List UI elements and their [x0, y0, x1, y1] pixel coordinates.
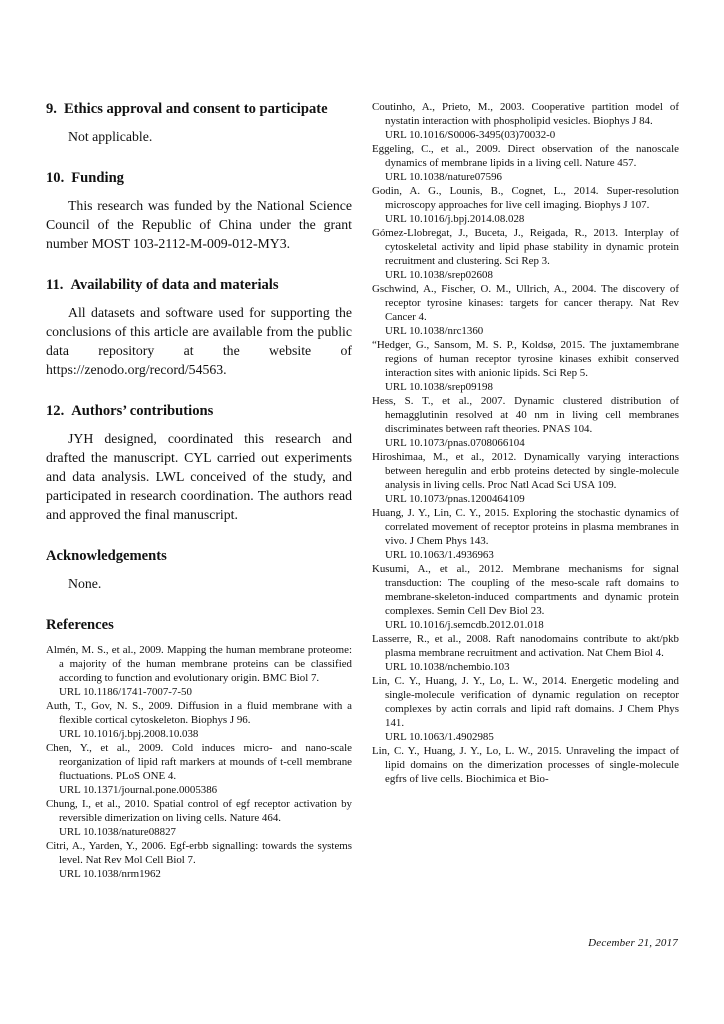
reference-url: URL 10.1038/nature07596	[385, 171, 502, 183]
reference-item: Kusumi, A., et al., 2012. Membrane mechanisms for signal transduction: The coupling of the meso-scale raft domains to membrane-skeleton-induced compartments and dynamic protein complexes. Semin Cell Dev Biol 23. URL 10.1016/j.semcdb.2012.01.018	[372, 563, 679, 631]
reference-url: URL 10.1016/S0006-3495(03)70032-0	[385, 129, 556, 141]
reference-url: URL 10.1038/nature08827	[59, 826, 176, 838]
section-body: Not applicable.	[68, 129, 153, 144]
reference-url: URL 10.1038/nrm1962	[59, 868, 161, 880]
reference-item: Citri, A., Yarden, Y., 2006. Egf-erbb signalling: towards the systems level. Nat Rev Mol Cell Biol 7. URL 10.1038/nrm1962	[46, 840, 352, 880]
reference-item: Auth, T., Gov, N. S., 2009. Diffusion in a fluid membrane with a flexible cortical cytoskeleton. Biophys J 96. URL 10.1016/j.bpj.2008.10.038	[46, 700, 352, 740]
left-column	[46, 100, 352, 881]
right-column	[372, 100, 679, 786]
reference-item: “Hedger, G., Sansom, M. S. P., Koldsø, 2015. The juxtamembrane regions of human receptor tyrosine kinases exhibit conserved interaction sites with anionic lipids. Sci Rep 5. URL 10.1038/srep09198	[372, 339, 679, 393]
reference-item: Chung, I., et al., 2010. Spatial control of egf receptor activation by reversible dimerization on living cells. Nature 464. URL 10.1038/nature08827	[46, 798, 352, 838]
reference-url: URL 10.1016/j.bpj.2014.08.028	[385, 213, 525, 225]
reference-url: URL 10.1038/srep09198	[385, 381, 493, 393]
reference-item: Hiroshimaa, M., et al., 2012. Dynamically varying interactions between heregulin and erbb proteins detected by single-molecule analysis in living cells. Proc Natl Acad Sci USA 109. URL 10.1073/pnas.1200464109	[372, 451, 679, 505]
reference-url: URL 10.1063/1.4902985	[385, 731, 494, 743]
section-body: JYH designed, coordinated this research and drafted the manuscript. CYL carried out experiments and data analysis. LWL conceived of the study, and participated in research coordination. The authors read and approved the final manuscript.	[46, 431, 352, 522]
reference-url: URL 10.1186/1741-7007-7-50	[59, 686, 192, 698]
footer-date: December 21, 2017	[588, 937, 678, 949]
reference-url: URL 10.1038/srep02608	[385, 269, 493, 281]
section-body: None.	[68, 576, 102, 591]
section-heading: Acknowledgements	[46, 548, 167, 564]
section-body: All datasets and software used for supporting the conclusions of this article are available from the public data repository at the website of https://zenodo.org/record/54563.	[46, 305, 352, 377]
reference-item: Lasserre, R., et al., 2008. Raft nanodomains contribute to akt/pkb plasma membrane recruitment and activation. Nat Chem Biol 4. URL 10.1038/nchembio.103	[372, 633, 679, 673]
section-heading: 11. Availability of data and materials	[46, 277, 279, 293]
reference-item: Lin, C. Y., Huang, J. Y., Lo, L. W., 2014. Energetic modeling and single-molecule verification of dynamic regulation on receptor complexes by actin corrals and lipid raft domains. J Chem Phys 141. URL 10.1063/1.4902985	[372, 675, 679, 743]
reference-item: Huang, J. Y., Lin, C. Y., 2015. Exploring the stochastic dynamics of correlated movement of receptor proteins in plasma membranes in vivo. J Chem Phys 143. URL 10.1063/1.4936963	[372, 507, 679, 561]
reference-item: Coutinho, A., Prieto, M., 2003. Cooperative partition model of nystatin interaction with phospholipid vesicles. Biophys J 84. URL 10.1016/S0006-3495(03)70032-0	[372, 101, 679, 141]
reference-url: URL 10.1038/nrc1360	[385, 325, 484, 337]
reference-item: Gómez-Llobregat, J., Buceta, J., Reigada, R., 2013. Interplay of cytoskeletal activity and lipid phase stability in dynamic protein recruitment and clustering. Sci Rep 3. URL 10.1038/srep02608	[372, 227, 679, 281]
reference-list-right	[372, 100, 679, 786]
section-funding	[46, 169, 352, 253]
reference-url: URL 10.1073/pnas.0708066104	[385, 437, 525, 449]
reference-url: URL 10.1371/journal.pone.0005386	[59, 784, 218, 796]
section-acknowledgements	[46, 547, 352, 593]
reference-item: Godin, A. G., Lounis, B., Cognet, L., 2014. Super-resolution microscopy approaches for live cell imaging. Biophys J 107. URL 10.1016/j.bpj.2014.08.028	[372, 185, 679, 225]
section-contributions	[46, 402, 352, 524]
reference-url: URL 10.1016/j.bpj.2008.10.038	[59, 728, 199, 740]
section-heading: 10. Funding	[46, 170, 124, 186]
reference-url: URL 10.1016/j.semcdb.2012.01.018	[385, 619, 544, 631]
section-heading: 9. Ethics approval and consent to participate	[46, 101, 328, 117]
section-heading: 12. Authors’ contributions	[46, 403, 214, 419]
reference-url: URL 10.1073/pnas.1200464109	[385, 493, 525, 505]
section-availability	[46, 276, 352, 379]
reference-item: Lin, C. Y., Huang, J. Y., Lo, L. W., 2015. Unraveling the impact of lipid domains on the dimerization processes of single-molecule egfrs of live cells. Biochimica et Bio-	[372, 745, 679, 785]
reference-item: Almén, M. S., et al., 2009. Mapping the human membrane proteome: a majority of the human membrane proteins can be classified according to function and evolutionary origin. BMC Biol 7. URL 10.1186/1741-7007-7-50	[46, 644, 352, 698]
reference-item: Eggeling, C., et al., 2009. Direct observation of the nanoscale dynamics of membrane lipids in a living cell. Nature 457. URL 10.1038/nature07596	[372, 143, 679, 183]
reference-item: Hess, S. T., et al., 2007. Dynamic clustered distribution of hemagglutinin resolved at 40 nm in living cell membranes discriminates between raft theories. PNAS 104. URL 10.1073/pnas.0708066104	[372, 395, 679, 449]
references-heading: References	[46, 617, 114, 633]
reference-item: Gschwind, A., Fischer, O. M., Ullrich, A., 2004. The discovery of receptor tyrosine kinases: targets for cancer therapy. Nat Rev Cancer 4. URL 10.1038/nrc1360	[372, 283, 679, 337]
section-body: This research was funded by the National Science Council of the Republic of China under the grant number MOST 103-2112-M-009-012-MY3.	[46, 198, 352, 251]
reference-url: URL 10.1038/nchembio.103	[385, 661, 510, 673]
reference-item: Chen, Y., et al., 2009. Cold induces micro- and nano-scale reorganization of lipid raft markers at mounds of t-cell membrane fluctuations. PLoS ONE 4. URL 10.1371/journal.pone.0005386	[46, 742, 352, 796]
reference-url: URL 10.1063/1.4936963	[385, 549, 494, 561]
section-ethics	[46, 100, 352, 146]
reference-list-left	[46, 643, 352, 881]
